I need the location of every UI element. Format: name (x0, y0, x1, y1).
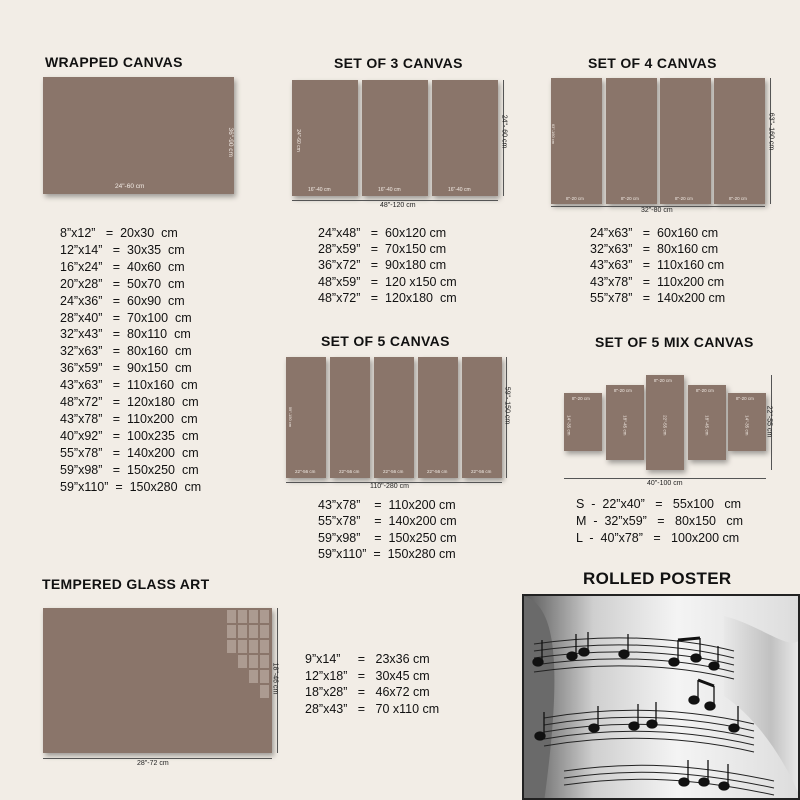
set5-panel-label: 22"-56 cm (427, 468, 448, 474)
poster-title: ROLLED POSTER (583, 569, 732, 588)
glass-title: TEMPERED GLASS ART (42, 576, 210, 592)
glass-height-label: 18"-46 cm (271, 662, 279, 695)
set5-size-item: 55”x78” = 140x200 cm (318, 514, 457, 529)
set4-total-height: 63"- 160 cm (767, 112, 775, 151)
set5mix-panel-2 (606, 385, 644, 460)
set5mix-panel-4 (688, 385, 726, 460)
set3-total-height: 24"- 60 cm (500, 114, 508, 149)
wrapped-size-item: 16”x24” = 40x60 cm (60, 259, 185, 274)
set5mix-panel-label: 8"-20 cm (614, 388, 632, 393)
wrapped-size-item: 32”x43” = 80x110 cm (60, 327, 191, 342)
set5mix-panel-3 (646, 375, 684, 470)
set5mix-center-height: 22"-55 cm (662, 415, 668, 436)
set5mix-panel-1 (564, 393, 602, 451)
glass-size-item: 12”x18” = 30x45 cm (305, 668, 430, 683)
set5mix-size-list (576, 496, 743, 547)
set5-panel-label: 22"-56 cm (383, 468, 404, 474)
set3-size-item: 36”x72” = 90x180 cm (318, 258, 447, 273)
set5-size-item: 59”x110” = 150x280 cm (318, 546, 456, 561)
set5mix-panel-label: 8"-20 cm (572, 396, 590, 401)
wrapped-size-item: 8”x12” = 20x30 cm (60, 226, 178, 240)
set5mix-mid-height: 18"-45 cm (622, 415, 628, 436)
wrapped-size-item: 48”x72” = 120x180 cm (60, 395, 199, 410)
set5mix-total-height: 22"-55 cm (765, 405, 773, 438)
wrapped-size-item: 36”x59” = 90x150 cm (60, 361, 192, 376)
wrapped-size-item: 20”x28” = 50x70 cm (60, 276, 185, 291)
set5-size-item: 43”x78” = 110x200 cm (318, 498, 456, 512)
set5-panel-4 (418, 357, 458, 478)
set5-panel-height-label: 59"-150 cm (288, 406, 294, 428)
set4-size-item: 43”x78” = 110x200 cm (590, 274, 725, 289)
wrapped-size-list (60, 225, 201, 496)
wrapped-size-item: 59”x98” = 150x250 cm (60, 462, 199, 477)
set5-panel-1 (286, 357, 326, 478)
glass-reflection (225, 608, 272, 708)
set4-size-item: 32”x63” = 80x160 cm (590, 242, 719, 257)
set5-total-width: 110"-280 cm (370, 483, 409, 490)
set4-size-item: 55”x78” = 140x200 cm (590, 290, 726, 305)
glass-panel (43, 608, 272, 753)
wrapped-size-item: 12”x14” = 30x35 cm (60, 242, 185, 257)
set3-panel-label: 16"-40 cm (448, 187, 471, 193)
wrapped-height-label: 36"-90 cm (226, 127, 234, 157)
wrapped-canvas-title: WRAPPED CANVAS (45, 54, 183, 70)
set4-panel-3 (660, 78, 711, 204)
wrapped-size-item: 32”x63” = 80x160 cm (60, 344, 192, 359)
set3-total-width: 48"-120 cm (380, 202, 416, 209)
set3-size-list (318, 225, 457, 306)
set4-panel-label: 8"-20 cm (729, 195, 747, 201)
wrapped-size-item: 43”x78” = 110x200 cm (60, 411, 198, 426)
set4-size-item: 24”x63” = 60x160 cm (590, 226, 719, 240)
set5mix-width-line (564, 478, 766, 479)
set4-panel-label: 8"-20 cm (675, 195, 693, 201)
wrapped-width-label: 24"-60 cm (115, 182, 145, 190)
set3-panel-label: 16"-40 cm (308, 187, 331, 193)
wrapped-size-item: 24”x36” = 60x90 cm (60, 293, 185, 308)
glass-width-label: 28"-72 cm (137, 760, 169, 767)
set5mix-size-item: L - 40”x78” = 100x200 cm (576, 531, 740, 545)
set4-panel-label: 8"-20 cm (621, 195, 639, 201)
set5mix-size-item: M - 32”x59” = 80x150 cm (576, 514, 744, 528)
sheet-music-poster (524, 596, 800, 800)
set5mix-panel-label: 8"-20 cm (654, 378, 672, 383)
set5mix-title: SET OF 5 MIX CANVAS (595, 334, 754, 350)
set4-panel-1 (551, 78, 602, 204)
set4-panel-label: 8"-20 cm (566, 195, 584, 201)
set5mix-panel-label: 8"-20 cm (696, 388, 714, 393)
set5-panel-label: 22"-56 cm (295, 468, 316, 474)
wrapped-size-item: 55”x78” = 140x200 cm (60, 445, 199, 460)
set5mix-total-width: 40"-100 cm (647, 480, 683, 487)
set4-total-width: 32"-80 cm (641, 207, 673, 214)
set3-panel-2 (362, 80, 428, 196)
set4-panel-4 (714, 78, 765, 204)
glass-width-line (43, 758, 272, 759)
set5mix-outer-height: 14"-35 cm (744, 415, 750, 436)
glass-size-list (305, 651, 439, 717)
rolled-poster-image (522, 594, 800, 800)
set3-size-item: 48”x59” = 120 x150 cm (318, 274, 457, 289)
set3-size-item: 48”x72” = 120x180 cm (318, 290, 457, 305)
set3-title: SET OF 3 CANVAS (334, 55, 463, 71)
set4-panel-height-label: 63"-160 cm (551, 123, 557, 145)
set5mix-size-item: S - 22”x40” = 55x100 cm (576, 497, 742, 511)
wrapped-canvas-panel (43, 77, 234, 194)
set4-panel-2 (606, 78, 657, 204)
set5-title: SET OF 5 CANVAS (321, 333, 450, 349)
set3-size-item: 28”x59” = 70x150 cm (318, 242, 447, 257)
set5-panel-5 (462, 357, 502, 478)
glass-size-item: 9”x14” = 23x36 cm (305, 652, 430, 666)
set3-size-item: 24”x48” = 60x120 cm (318, 226, 447, 240)
glass-size-item: 28”x43” = 70 x110 cm (305, 701, 440, 716)
set5mix-outer-height: 14"-35 cm (566, 415, 572, 436)
set5-panel-3 (374, 357, 414, 478)
set3-width-line (292, 200, 498, 201)
set5mix-panel-label: 8"-20 cm (736, 396, 754, 401)
wrapped-size-item: 43”x63” = 110x160 cm (60, 378, 198, 393)
set3-panel-3 (432, 80, 498, 196)
set5mix-mid-height: 18"-45 cm (704, 415, 710, 436)
set5-size-item: 59”x98” = 150x250 cm (318, 530, 457, 545)
set5-panel-2 (330, 357, 370, 478)
wrapped-size-item: 40”x92” = 100x235 cm (60, 428, 199, 443)
set5mix-panel-5 (728, 393, 766, 451)
set5-total-height: 59"- 150 cm (503, 386, 511, 425)
set5-size-list (318, 497, 457, 562)
set4-size-list (590, 225, 725, 306)
set3-panel-label: 16"-40 cm (378, 187, 401, 193)
set5-panel-label: 22"-56 cm (339, 468, 360, 474)
wrapped-size-item: 28”x40” = 70x100 cm (60, 310, 192, 325)
glass-size-item: 18”x28” = 46x72 cm (305, 685, 430, 699)
set5-panel-label: 22"-56 cm (471, 468, 492, 474)
set4-title: SET OF 4 CANVAS (588, 55, 717, 71)
wrapped-size-item: 59”x110” = 150x280 cm (60, 479, 202, 494)
set3-panel-height-label: 24"-60 cm (294, 129, 301, 152)
set4-size-item: 43”x63” = 110x160 cm (590, 258, 725, 273)
set3-panel-1 (292, 80, 358, 196)
